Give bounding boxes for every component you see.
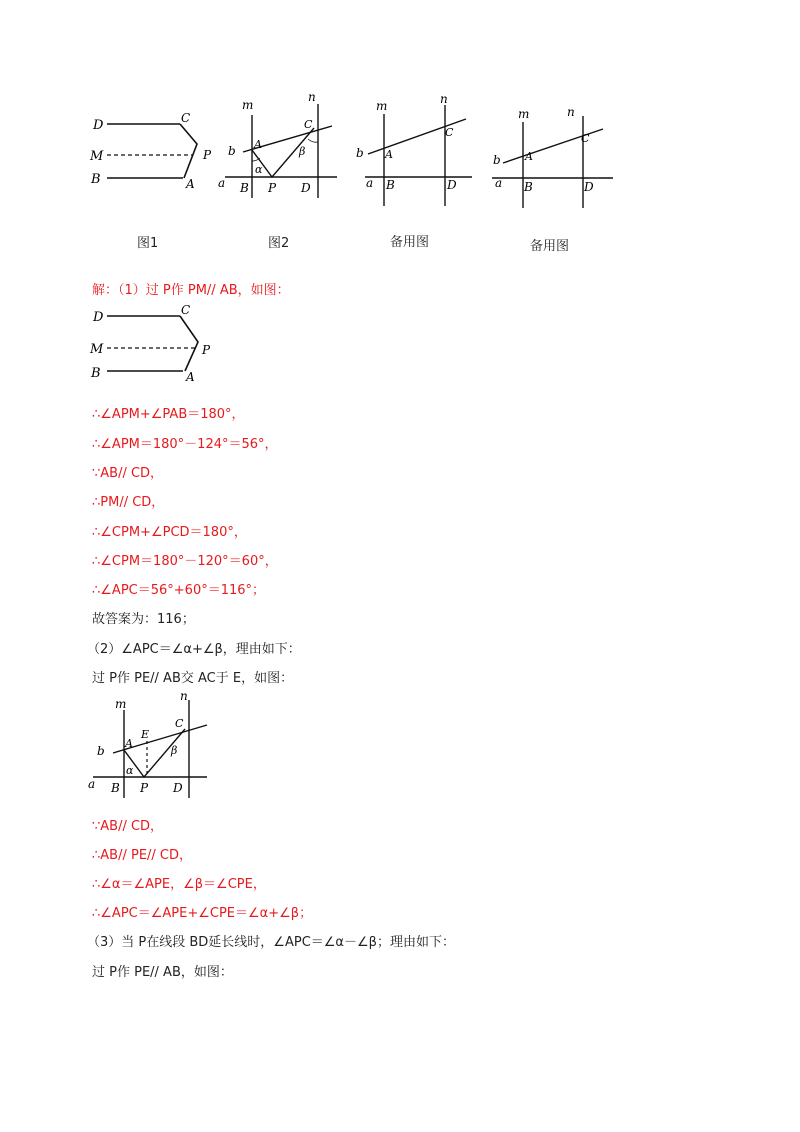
label-P: P: [268, 181, 277, 195]
part2-line-3: ∴∠α＝∠APE，∠β＝∠CPE，: [92, 877, 266, 892]
label-B: B: [524, 180, 533, 194]
label-a: a: [218, 176, 226, 190]
caption-spare-1: 备用图: [390, 235, 430, 250]
label-beta: β: [171, 744, 178, 757]
label-m: M: [90, 342, 104, 357]
label-B: B: [240, 181, 249, 195]
part3-title: （3）当 P在线段 BD延长线时，∠APC＝∠α－∠β；理由如下：: [87, 935, 455, 950]
label-n: n: [440, 92, 448, 106]
label-b: B: [91, 172, 101, 187]
line-cpa: [180, 124, 197, 178]
label-D: D: [173, 781, 183, 795]
label-n: n: [567, 105, 575, 119]
label-m: m: [376, 99, 388, 113]
caption-fig2: 图2: [268, 236, 290, 251]
part1-intro: 解：（1）过 P作 PM// AB，如图：: [92, 283, 290, 298]
label-b: b: [97, 744, 105, 758]
label-alpha: α: [126, 764, 134, 777]
figure-6: [85, 690, 210, 798]
caption-spare-2: 备用图: [530, 239, 570, 254]
label-C: C: [304, 118, 313, 131]
label-A: A: [525, 150, 533, 163]
label-m: m: [518, 107, 530, 121]
label-c: C: [181, 303, 191, 317]
part1-line-6: ∴∠CPM＝180°－120°＝60°，: [92, 554, 278, 569]
part3-intro: 过 P作 PE// AB，如图：: [92, 965, 233, 980]
part1-line-3: ∵AB// CD，: [92, 466, 164, 481]
label-d: D: [93, 310, 104, 325]
part1-line-4: ∴PM// CD，: [92, 495, 165, 510]
figure-5: [85, 302, 220, 382]
label-A: A: [125, 737, 133, 750]
label-a: A: [186, 370, 195, 382]
label-p: P: [202, 343, 211, 357]
part1-answer: 故答案为：116；: [92, 612, 195, 627]
label-beta: β: [299, 145, 306, 158]
label-n: n: [180, 690, 188, 703]
label-B: B: [111, 781, 120, 795]
label-b: b: [228, 144, 236, 158]
label-a: a: [495, 176, 503, 190]
label-d: D: [93, 118, 104, 133]
figure-2: [215, 90, 340, 198]
label-m: m: [242, 98, 254, 112]
label-p: P: [203, 148, 212, 162]
part2-line-4: ∴∠APC＝∠APE+∠CPE＝∠α+∠β；: [92, 906, 313, 921]
label-A: A: [254, 138, 262, 151]
label-b: b: [493, 153, 501, 167]
caption-fig1: 图1: [137, 236, 159, 251]
figure-4-spare: [485, 102, 615, 210]
part2-line-1: ∵AB// CD，: [92, 819, 164, 834]
line-cpa: [180, 316, 198, 371]
label-a: A: [186, 177, 195, 191]
label-P: P: [140, 781, 149, 795]
figure-3-spare: [352, 90, 477, 208]
label-D: D: [584, 180, 594, 194]
part1-line-2: ∴∠APM＝180°－124°＝56°，: [92, 437, 278, 452]
label-alpha: α: [255, 163, 263, 176]
part1-line-5: ∴∠CPM+∠PCD＝180°，: [92, 525, 247, 540]
label-C: C: [581, 132, 590, 145]
label-n: n: [308, 90, 316, 104]
label-A: A: [385, 148, 393, 161]
label-B: B: [386, 178, 395, 192]
figure-1: [85, 110, 220, 195]
label-b: b: [356, 146, 364, 160]
label-a: a: [366, 176, 374, 190]
label-m: m: [115, 697, 127, 711]
arc-beta: [308, 139, 318, 142]
part1-line-7: ∴∠APC＝56°+60°＝116°；: [92, 583, 266, 598]
part2-title: （2）∠APC＝∠α+∠β，理由如下：: [87, 642, 301, 657]
label-D: D: [447, 178, 457, 192]
part1-line-1: ∴∠APM+∠PAB＝180°，: [92, 407, 245, 422]
label-a: a: [88, 777, 96, 791]
label-m: M: [90, 149, 104, 164]
part2-line-2: ∴AB// PE// CD，: [92, 848, 193, 863]
label-E: E: [141, 728, 150, 741]
label-c: C: [181, 111, 191, 125]
part2-intro: 过 P作 PE// AB交 AC于 E，如图：: [92, 671, 294, 686]
label-C: C: [175, 717, 184, 730]
label-D: D: [301, 181, 311, 195]
label-b: B: [91, 366, 101, 381]
label-C: C: [445, 126, 454, 139]
